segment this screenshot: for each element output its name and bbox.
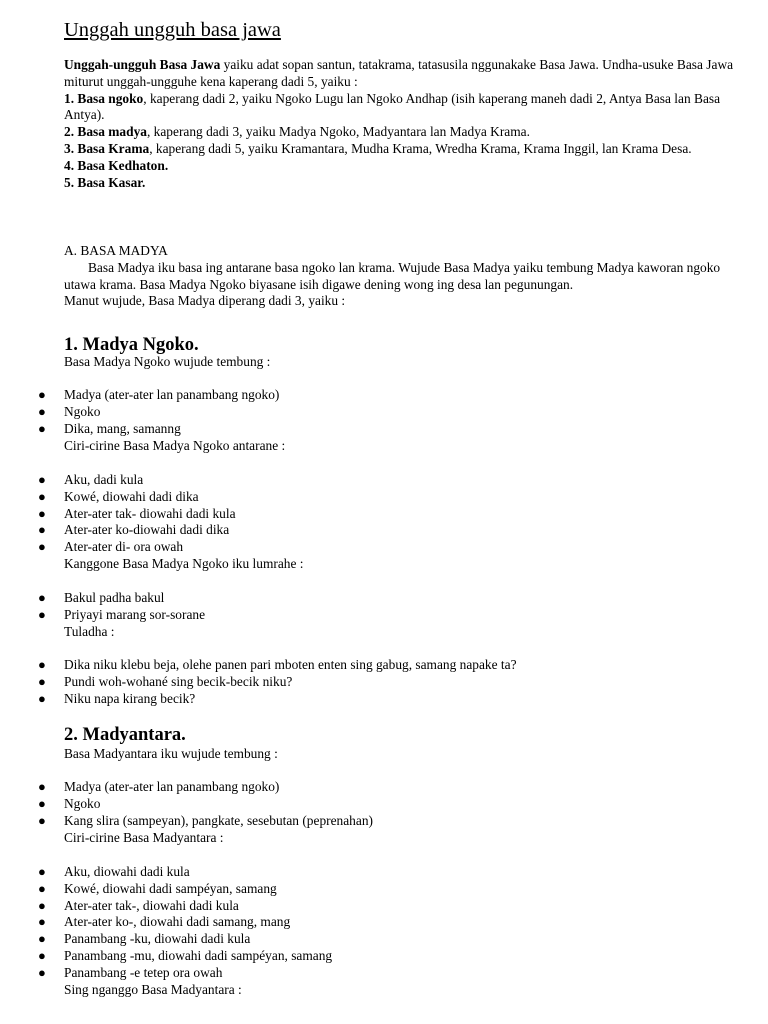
list-item-text: Aku, diowahi dadi kula <box>64 864 190 879</box>
bullet-icon: ● <box>38 657 46 672</box>
madya-ngoko-lead-3: Kanggone Basa Madya Ngoko iku lumrahe : <box>64 556 304 571</box>
intro-bold-lead: Unggah-ungguh Basa Jawa <box>64 57 221 72</box>
intro-item-bold: 4. Basa Kedhaton. <box>64 157 169 173</box>
list-item-text: Bakul padha bakul <box>64 590 165 605</box>
section-a-paragraph: Basa Madya iku basa ing antarane basa ngoko lan krama. Wujude Basa Madya yaiku tembung Madya kaworan ngoko utawa krama. Basa Madya Ngoko biyasane isih digawe dening wong ing desa lan pegunungan. <box>64 259 721 292</box>
bullet-icon: ● <box>38 403 46 419</box>
bullet-icon: ● <box>38 488 46 504</box>
madya-ngoko-list-4 <box>0 657 760 707</box>
madyantara-heading: 2. Madyantara. <box>64 725 186 745</box>
section-a-heading: A. BASA MADYA <box>64 243 168 258</box>
list-item <box>0 914 760 931</box>
list-item <box>0 796 760 813</box>
intro-item <box>64 158 754 175</box>
list-item <box>0 779 760 796</box>
list-item-text: Panambang -ku, diowahi dadi kula <box>64 931 251 947</box>
list-item <box>0 948 760 965</box>
list-item-text: Panambang -e tetep ora owah <box>64 964 223 980</box>
list-item-text: Ater-ater tak- diowahi dadi kula <box>64 505 236 521</box>
madyantara-lead: Basa Madyantara iku wujude tembung : <box>64 746 278 761</box>
intro-item-bold: 1. Basa ngoko <box>64 90 144 106</box>
list-item-text: Aku, dadi kula <box>64 472 144 487</box>
list-item-text: Ater-ater tak-, diowahi dadi kula <box>64 897 239 913</box>
list-item-text: Kowé, diowahi dadi dika <box>64 488 199 504</box>
madyantara-list-2 <box>0 864 760 982</box>
list-item <box>0 657 760 674</box>
bullet-icon: ● <box>38 795 46 811</box>
bullet-icon: ● <box>38 387 46 402</box>
madya-ngoko-list-3 <box>0 590 760 624</box>
list-item <box>0 965 760 982</box>
madyantara-lead-3: Sing nganggo Basa Madyantara : <box>64 982 242 997</box>
list-item <box>0 387 760 404</box>
madya-ngoko-list-2 <box>0 472 760 556</box>
madyantara-list-1 <box>0 779 760 829</box>
intro-text: yaiku adat sopan santun, tatakrama, tatasusila nggunakake Basa Jawa. Undha-usuke Basa Jawa miturut unggah-ungguhe kena kaperang dadi 5, yaiku : <box>64 57 734 89</box>
list-item <box>0 404 760 421</box>
list-item-text: Ater-ater di- ora owah <box>64 539 184 555</box>
bullet-icon: ● <box>38 590 46 605</box>
list-item-text: Kowé, diowahi dadi sampéyan, samang <box>64 880 277 896</box>
bullet-icon: ● <box>38 420 46 436</box>
bullet-icon: ● <box>38 812 46 828</box>
list-item-text: Ngoko <box>64 403 101 419</box>
list-item-text: Ater-ater ko-diowahi dadi dika <box>64 522 230 538</box>
list-item-text: Madya (ater-ater lan panambang ngoko) <box>64 387 280 402</box>
list-item <box>0 607 760 624</box>
list-item-text: Dika niku klebu beja, olehe panen pari mboten enten sing gabug, samang napake ta? <box>64 657 517 672</box>
intro-item-text: , kaperang dadi 3, yaiku Madya Ngoko, Madyantara lan Madya Krama. <box>146 124 530 140</box>
list-item <box>0 881 760 898</box>
madya-ngoko-heading: 1. Madya Ngoko. <box>64 335 199 355</box>
bullet-icon: ● <box>38 539 46 555</box>
madya-ngoko-list-1 <box>0 387 760 437</box>
bullet-icon: ● <box>38 522 46 538</box>
intro-item-bold: 5. Basa Kasar. <box>64 174 146 190</box>
list-item-text: Kang slira (sampeyan), pangkate, sesebutan (peprenahan) <box>64 812 373 828</box>
intro-block <box>64 57 754 191</box>
list-item <box>0 506 760 523</box>
document-title: Unggah ungguh basa jawa <box>64 19 281 41</box>
bullet-icon: ● <box>38 864 46 879</box>
bullet-icon: ● <box>38 606 46 622</box>
list-item <box>0 691 760 708</box>
list-item-text: Pundi woh-wohané sing becik-becik niku? <box>64 673 293 689</box>
list-item <box>0 674 760 691</box>
bullet-icon: ● <box>38 931 46 947</box>
list-item-text: Niku napa kirang becik? <box>64 690 196 706</box>
list-item <box>0 590 760 607</box>
bullet-icon: ● <box>38 964 46 980</box>
bullet-icon: ● <box>38 472 46 487</box>
list-item-text: Ater-ater ko-, diowahi dadi samang, mang <box>64 914 291 930</box>
intro-item-text: , kaperang dadi 2, yaiku Ngoko Lugu lan Ngoko Andhap (isih kaperang maneh dadi 2, Antya Basa lan Basa Antya). <box>64 90 721 123</box>
madya-ngoko-lead: Basa Madya Ngoko wujude tembung : <box>64 354 271 369</box>
bullet-icon: ● <box>38 673 46 689</box>
madyantara-lead-2: Ciri-cirine Basa Madyantara : <box>64 830 224 845</box>
bullet-icon: ● <box>38 947 46 963</box>
list-item-text: Ngoko <box>64 795 101 811</box>
list-item-text: Panambang -mu, diowahi dadi sampéyan, samang <box>64 947 333 963</box>
bullet-icon: ● <box>38 880 46 896</box>
section-a-block <box>64 243 754 310</box>
bullet-icon: ● <box>38 779 46 794</box>
list-item <box>0 931 760 948</box>
list-item <box>0 522 760 539</box>
madya-ngoko-lead-2: Ciri-cirine Basa Madya Ngoko antarane : <box>64 438 286 453</box>
bullet-icon: ● <box>38 505 46 521</box>
list-item <box>0 898 760 915</box>
intro-item <box>64 175 754 192</box>
intro-item-text: , kaperang dadi 5, yaiku Kramantara, Mudha Krama, Wredha Krama, Krama Inggil, lan Krama Desa. <box>149 140 692 156</box>
list-item-text: Dika, mang, samanng <box>64 420 181 436</box>
intro-item <box>64 141 754 158</box>
list-item-text: Priyayi marang sor-sorane <box>64 606 206 622</box>
list-item-text: Madya (ater-ater lan panambang ngoko) <box>64 779 280 794</box>
intro-paragraph <box>64 57 754 91</box>
list-item <box>0 864 760 881</box>
intro-item <box>64 91 754 125</box>
bullet-icon: ● <box>38 690 46 706</box>
list-item <box>0 421 760 438</box>
intro-item <box>64 124 754 141</box>
list-item <box>0 489 760 506</box>
list-item <box>0 472 760 489</box>
list-item <box>0 813 760 830</box>
intro-item-bold: 2. Basa madya <box>64 124 147 140</box>
madya-ngoko-lead-4: Tuladha : <box>64 624 115 639</box>
bullet-icon: ● <box>38 914 46 930</box>
section-a-paragraph-2: Manut wujude, Basa Madya diperang dadi 3, yaiku : <box>64 293 346 309</box>
intro-item-bold: 3. Basa Krama <box>64 140 150 156</box>
list-item <box>0 539 760 556</box>
bullet-icon: ● <box>38 897 46 913</box>
